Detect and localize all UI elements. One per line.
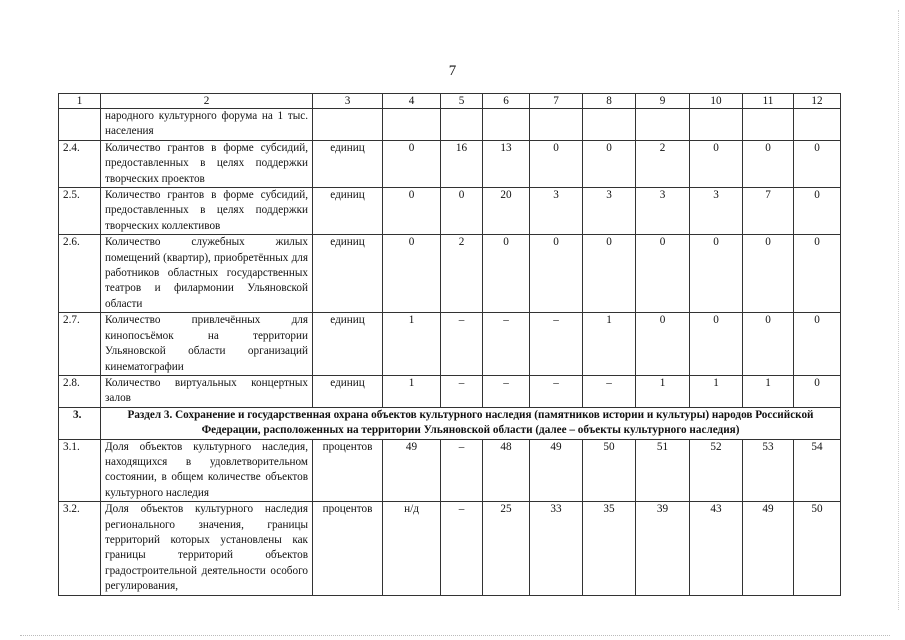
section-number: 3. — [59, 407, 101, 439]
row-number: 3.2. — [59, 502, 101, 595]
table-row — [59, 235, 841, 313]
row-value: – — [441, 375, 483, 407]
table-row — [59, 502, 841, 595]
row-value: 53 — [743, 439, 794, 502]
row-number — [59, 109, 101, 141]
row-value: 0 — [383, 188, 441, 235]
row-value: 0 — [583, 235, 636, 313]
row-value: 0 — [690, 140, 743, 187]
row-value: 0 — [794, 188, 841, 235]
row-value: 0 — [743, 140, 794, 187]
row-unit: единиц — [313, 140, 383, 187]
row-description: Количество служебных жилых помещений (квартир), приобретённых для работников областных государственных театров и филармонии Ульяновской области — [101, 235, 313, 313]
row-value: 0 — [636, 313, 690, 376]
row-value — [743, 109, 794, 141]
row-unit: единиц — [313, 188, 383, 235]
row-value: 0 — [441, 188, 483, 235]
row-value: 39 — [636, 502, 690, 595]
column-number-cell: 12 — [794, 94, 841, 109]
row-description: Доля объектов культурного наследия регионального значения, границы территорий которых установлены как границы территорий объектов градостроительной деятельности особого регулирования, — [101, 502, 313, 595]
row-value: 1 — [583, 313, 636, 376]
row-value: 52 — [690, 439, 743, 502]
row-value: 1 — [636, 375, 690, 407]
row-value: 50 — [794, 502, 841, 595]
row-value: 48 — [483, 439, 530, 502]
row-value: 20 — [483, 188, 530, 235]
row-value: 3 — [636, 188, 690, 235]
row-value: 0 — [690, 235, 743, 313]
row-unit: единиц — [313, 375, 383, 407]
row-value: 0 — [530, 140, 583, 187]
table-row — [59, 140, 841, 187]
row-value — [383, 109, 441, 141]
column-number-cell: 6 — [483, 94, 530, 109]
row-value — [690, 109, 743, 141]
row-number: 3.1. — [59, 439, 101, 502]
row-value: 0 — [383, 235, 441, 313]
row-number: 2.4. — [59, 140, 101, 187]
row-value: 16 — [441, 140, 483, 187]
column-number-cell: 7 — [530, 94, 583, 109]
row-value: 2 — [441, 235, 483, 313]
column-number-cell: 8 — [583, 94, 636, 109]
row-value: 25 — [483, 502, 530, 595]
row-value: 0 — [690, 313, 743, 376]
row-value: 0 — [530, 235, 583, 313]
row-value: 0 — [383, 140, 441, 187]
row-value: 0 — [743, 235, 794, 313]
row-value: 49 — [743, 502, 794, 595]
row-value: 1 — [383, 313, 441, 376]
row-value: н/д — [383, 502, 441, 595]
row-value: 1 — [690, 375, 743, 407]
column-number-cell: 11 — [743, 94, 794, 109]
row-unit: единиц — [313, 313, 383, 376]
row-value: 50 — [583, 439, 636, 502]
row-value — [483, 109, 530, 141]
row-value: – — [483, 313, 530, 376]
row-value: 13 — [483, 140, 530, 187]
scan-edge-bottom — [20, 634, 890, 636]
row-value: – — [441, 439, 483, 502]
table-row — [59, 375, 841, 407]
row-value: 0 — [794, 375, 841, 407]
row-value — [530, 109, 583, 141]
page-number: 7 — [448, 63, 457, 79]
row-unit: процентов — [313, 439, 383, 502]
row-value: 43 — [690, 502, 743, 595]
row-value: – — [441, 502, 483, 595]
row-value — [583, 109, 636, 141]
row-value: 0 — [794, 235, 841, 313]
row-description: Количество грантов в форме субсидий, предоставленных в целях поддержки творческих проектов — [101, 140, 313, 187]
column-number-row — [59, 94, 841, 109]
row-value: 3 — [690, 188, 743, 235]
row-value: 0 — [794, 313, 841, 376]
row-value — [636, 109, 690, 141]
section-title: Раздел 3. Сохранение и государственная охрана объектов культурного наследия (памятников истории и культуры) народов Российской Федерации, расположенных на территории Ульяновской области (далее – объекты культурного наследия) — [101, 407, 841, 439]
row-description: Доля объектов культурного наследия, находящихся в удовлетворительном состоянии, в общем количестве объектов культурного наследия — [101, 439, 313, 502]
row-unit: процентов — [313, 502, 383, 595]
row-value: 0 — [583, 140, 636, 187]
row-value — [794, 109, 841, 141]
row-value: 1 — [743, 375, 794, 407]
column-number-cell: 9 — [636, 94, 690, 109]
row-unit: единиц — [313, 235, 383, 313]
table-row — [59, 313, 841, 376]
column-number-cell: 10 — [690, 94, 743, 109]
column-number-cell: 3 — [313, 94, 383, 109]
row-value: 1 — [383, 375, 441, 407]
row-unit — [313, 109, 383, 141]
table-row — [59, 109, 841, 141]
row-value: 3 — [583, 188, 636, 235]
row-value: – — [483, 375, 530, 407]
row-value — [441, 109, 483, 141]
row-value: – — [530, 313, 583, 376]
row-number: 2.5. — [59, 188, 101, 235]
row-value: 49 — [383, 439, 441, 502]
row-description: Количество виртуальных концертных залов — [101, 375, 313, 407]
table-row — [59, 439, 841, 502]
row-value: 0 — [794, 140, 841, 187]
row-value: – — [583, 375, 636, 407]
column-number-cell: 5 — [441, 94, 483, 109]
row-description: Количество привлечённых для кинопосъёмок на территории Ульяновской области организаций кинематографии — [101, 313, 313, 376]
section-row — [59, 407, 841, 439]
scan-edge-right — [897, 10, 899, 610]
row-description: народного культурного форума на 1 тыс. населения — [101, 109, 313, 141]
row-value: 51 — [636, 439, 690, 502]
row-value: – — [441, 313, 483, 376]
row-value: 33 — [530, 502, 583, 595]
row-number: 2.8. — [59, 375, 101, 407]
table-row — [59, 188, 841, 235]
row-value: 0 — [636, 235, 690, 313]
indicator-table — [58, 93, 841, 596]
row-value: 0 — [483, 235, 530, 313]
row-value: 2 — [636, 140, 690, 187]
row-value: 49 — [530, 439, 583, 502]
column-number-cell: 4 — [383, 94, 441, 109]
row-value: 3 — [530, 188, 583, 235]
column-number-cell: 1 — [59, 94, 101, 109]
row-number: 2.6. — [59, 235, 101, 313]
row-value: – — [530, 375, 583, 407]
row-value: 7 — [743, 188, 794, 235]
row-value: 54 — [794, 439, 841, 502]
row-description: Количество грантов в форме субсидий, предоставленных в целях поддержки творческих коллективов — [101, 188, 313, 235]
row-number: 2.7. — [59, 313, 101, 376]
row-value: 35 — [583, 502, 636, 595]
row-value: 0 — [743, 313, 794, 376]
column-number-cell: 2 — [101, 94, 313, 109]
